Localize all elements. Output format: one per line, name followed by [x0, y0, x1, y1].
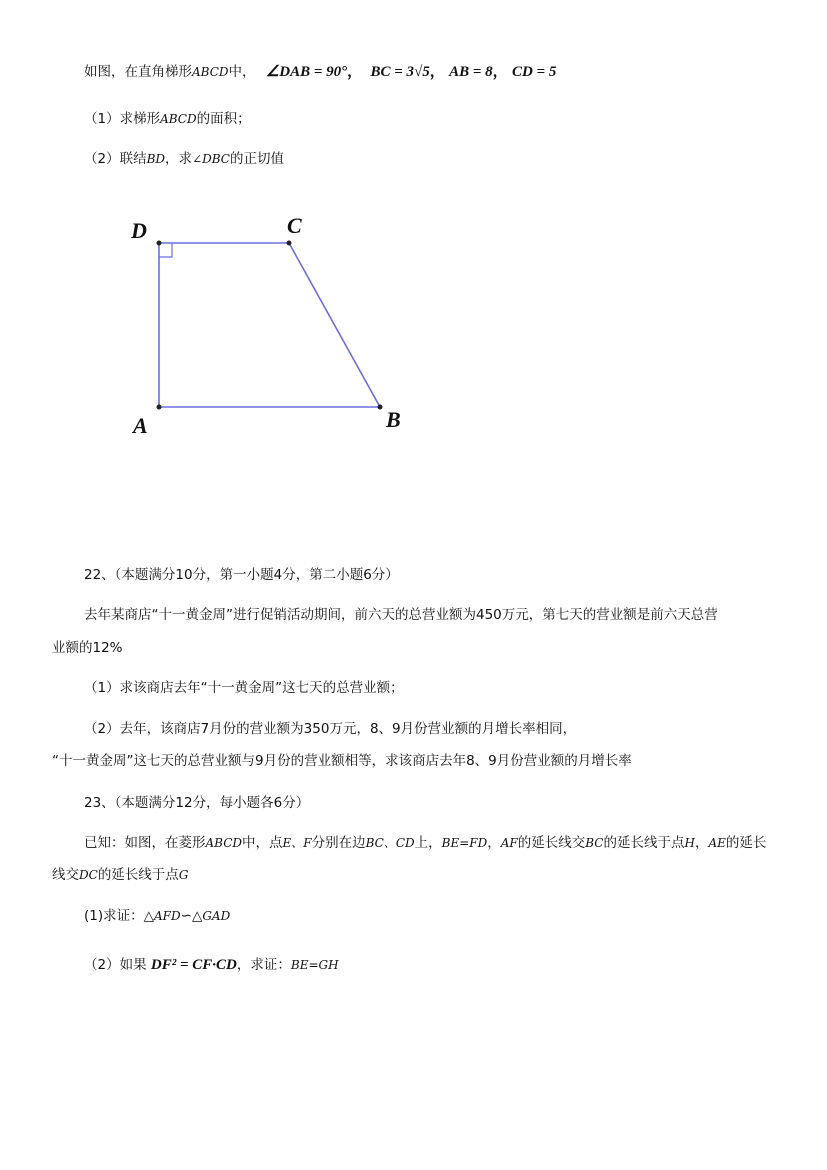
- label-d: D: [131, 218, 147, 243]
- q23-header: 23、（本题满分12分，每小题各6分）: [84, 795, 310, 811]
- q22-body-line2: 业额的12%: [52, 640, 123, 656]
- q21-trapezoid-name: ABCD: [192, 65, 229, 79]
- q21-statement: 如图，在直角梯形ABCD中， ∠DAB = 90°， BC = 3√5， AB = 8， CD = 5: [84, 64, 557, 80]
- right-angle-mark: [159, 243, 172, 257]
- q22-part2-line1: （2）去年，该商店7月份的营业额为350万元，8、9月份营业额的月增长率相同，: [84, 721, 577, 737]
- q21-p2-suffix: 的正切值: [229, 151, 284, 167]
- q21-p2-mid: ，求: [165, 151, 193, 167]
- vertex-c: [287, 241, 292, 246]
- q23-given-line2: 线交DC的延长线于点G: [52, 867, 189, 883]
- trapezoid-shape: [159, 243, 380, 407]
- q21-p2-seg: BD: [146, 152, 166, 166]
- q21-p2-prefix: （2）联结: [84, 151, 147, 167]
- q22-body-line1: 去年某商店“十一黄金周”进行促销活动期间，前六天的总营业额为450万元，第七天的营业额是前六天总营: [84, 607, 718, 623]
- vertex-b: [378, 405, 383, 410]
- q21-intro-text: 如图，在直角梯形: [84, 64, 192, 80]
- q22-part1: （1）求该商店去年“十一黄金周”这七天的总营业额；: [84, 680, 404, 696]
- label-a: A: [133, 413, 148, 438]
- q23-part2: （2）如果 DF² = CF·CD，求证：BE=GH: [84, 957, 339, 973]
- q21-p1-suffix: 的面积；: [196, 111, 251, 127]
- q23-formula: DF² = CF·CD: [150, 957, 237, 973]
- q21-p2-angle: ∠DBC: [192, 152, 230, 166]
- q22-part2-line2: “十一黄金周”这七天的总营业额与9月份的营业额相等，求该商店去年8、9月份营业额的月增长率: [52, 753, 632, 769]
- label-c: C: [287, 213, 302, 238]
- q21-ab-condition: AB = 8: [449, 64, 493, 80]
- vertex-a: [157, 405, 162, 410]
- q21-p1-name: ABCD: [160, 112, 197, 126]
- q21-p1-prefix: （1）求梯形: [84, 111, 161, 127]
- q21-bc-condition: BC = 3√5: [370, 64, 430, 80]
- q23-given-line1: 已知：如图，在菱形ABCD中，点E、F分别在边BC、CD上，BE=FD，AF的延长线交BC的延长线于点H，AE的延长: [84, 835, 767, 851]
- q21-angle-condition: ∠DAB = 90°: [265, 64, 348, 80]
- q22-header: 22、（本题满分10分，第一小题4分，第二小题6分）: [84, 567, 399, 583]
- q21-mid-text: 中，: [228, 64, 256, 80]
- label-b: B: [386, 407, 401, 432]
- vertex-d: [157, 241, 162, 246]
- q23-part1: (1)求证：△AFD∽△GAD: [84, 908, 231, 924]
- q21-sep: ，: [347, 64, 363, 80]
- q21-cd-condition: CD = 5: [511, 64, 557, 80]
